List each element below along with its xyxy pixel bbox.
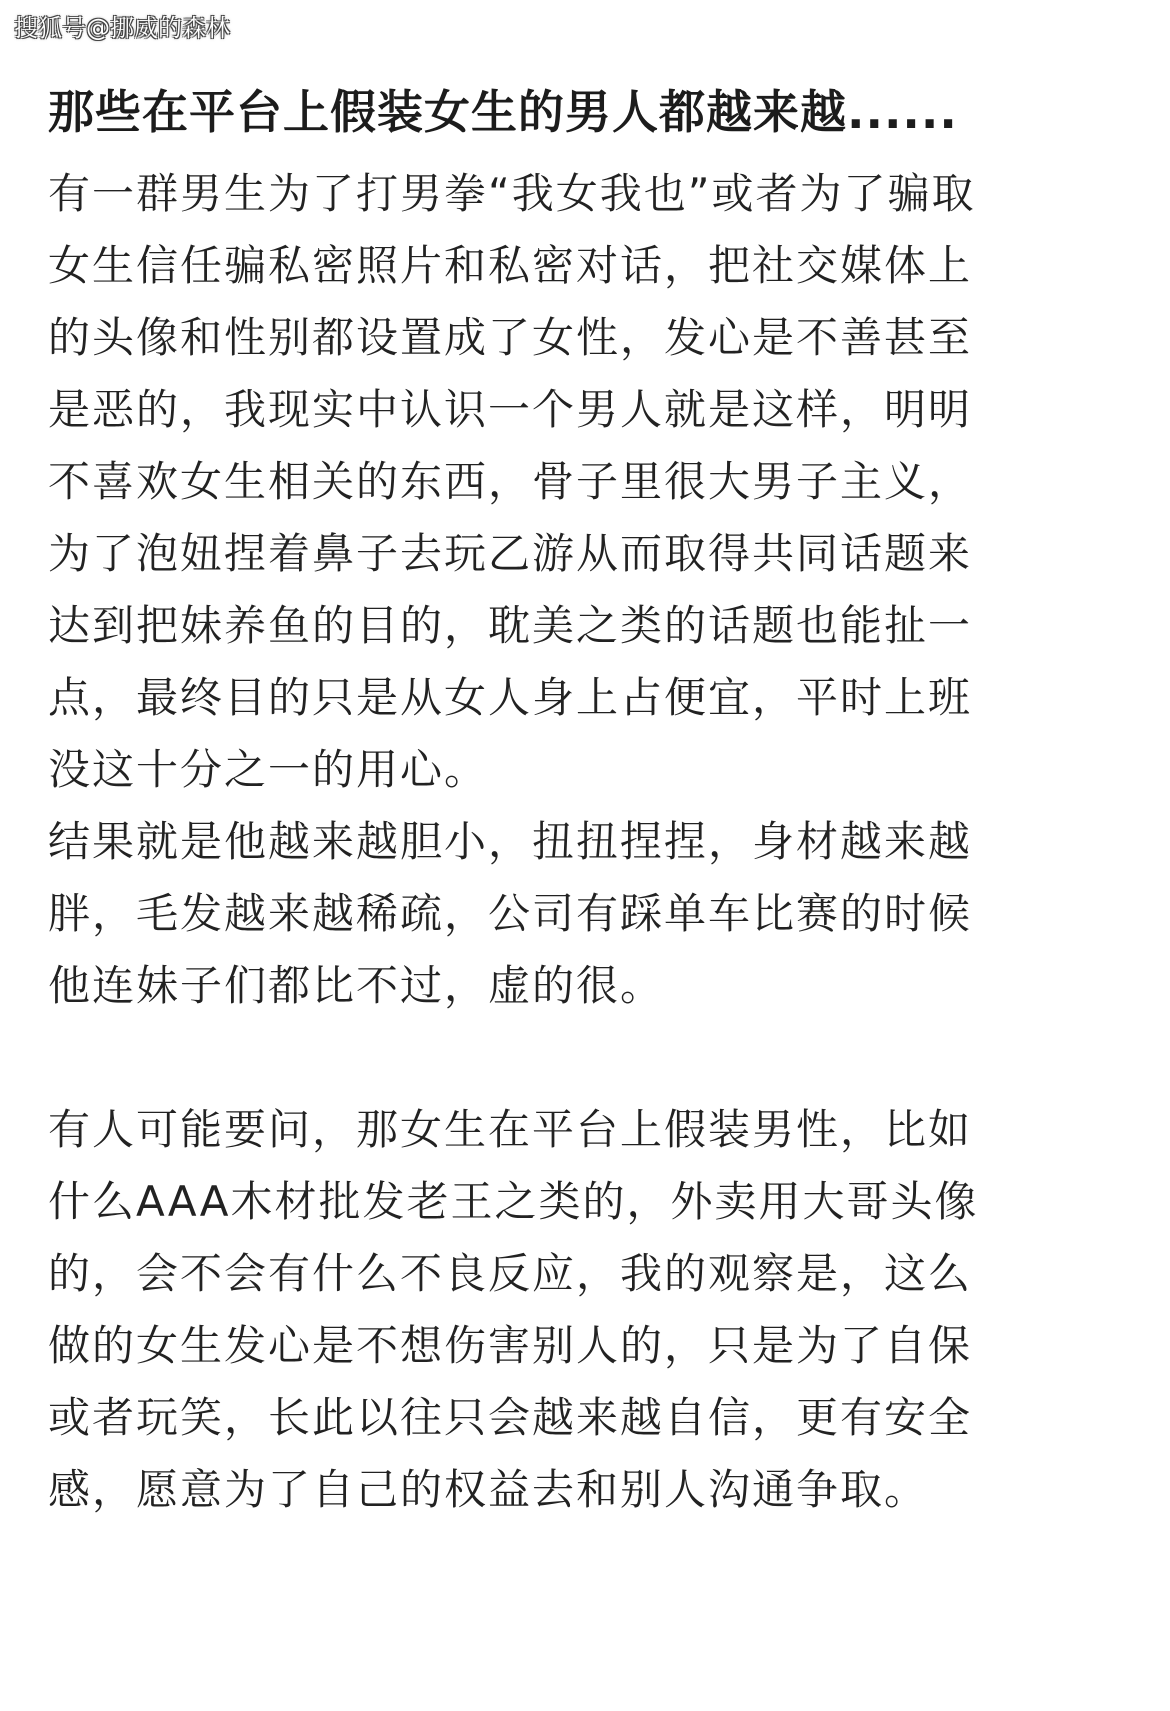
text-line: 做的女生发心是不想伤害别人的，只是为了自保 — [48, 1321, 973, 1370]
text-line: 有人可能要问，那女生在平台上假装男性，比如 — [48, 1105, 973, 1154]
article-body — [48, 80, 1118, 1526]
text-line: 感，愿意为了自己的权益去和别人沟通争取。 — [48, 1465, 929, 1514]
paragraph-1 — [48, 158, 1118, 806]
text-line: 或者玩笑，长此以往只会越来越自信，更有安全 — [48, 1393, 973, 1442]
paragraph-2 — [48, 806, 1118, 1022]
paragraph-3 — [48, 1094, 1118, 1526]
text-line: 的，会不会有什么不良反应，我的观察是，这么 — [48, 1249, 973, 1298]
text-line: 什么AAA木材批发老王之类的，外卖用大哥头像 — [48, 1177, 979, 1226]
watermark-text: 搜狐号@挪威的森林 — [14, 14, 230, 42]
text-line: 为了泡妞捏着鼻子去玩乙游从而取得共同话题来 — [48, 529, 973, 578]
text-line: 的头像和性别都设置成了女性，发心是不善甚至 — [48, 313, 973, 362]
text-line: 女生信任骗私密照片和私密对话，把社交媒体上 — [48, 241, 973, 290]
text-line: 有一群男生为了打男拳“我女我也”或者为了骗取 — [48, 169, 976, 218]
article-title: 那些在平台上假装女生的男人都越来越...... — [48, 85, 958, 139]
text-line: 结果就是他越来越胆小，扭扭捏捏，身材越来越 — [48, 817, 973, 866]
text-line: 胖，毛发越来越稀疏，公司有踩单车比赛的时候 — [48, 889, 973, 938]
text-line: 没这十分之一的用心。 — [48, 745, 489, 794]
text-line: 不喜欢女生相关的东西，骨子里很大男子主义， — [48, 457, 973, 506]
text-line: 达到把妹养鱼的目的，耽美之类的话题也能扯一 — [48, 601, 973, 650]
text-line: 点，最终目的只是从女人身上占便宜，平时上班 — [48, 673, 973, 722]
text-line: 他连妹子们都比不过，虚的很。 — [48, 961, 665, 1010]
text-line: 是恶的，我现实中认识一个男人就是这样，明明 — [48, 385, 973, 434]
